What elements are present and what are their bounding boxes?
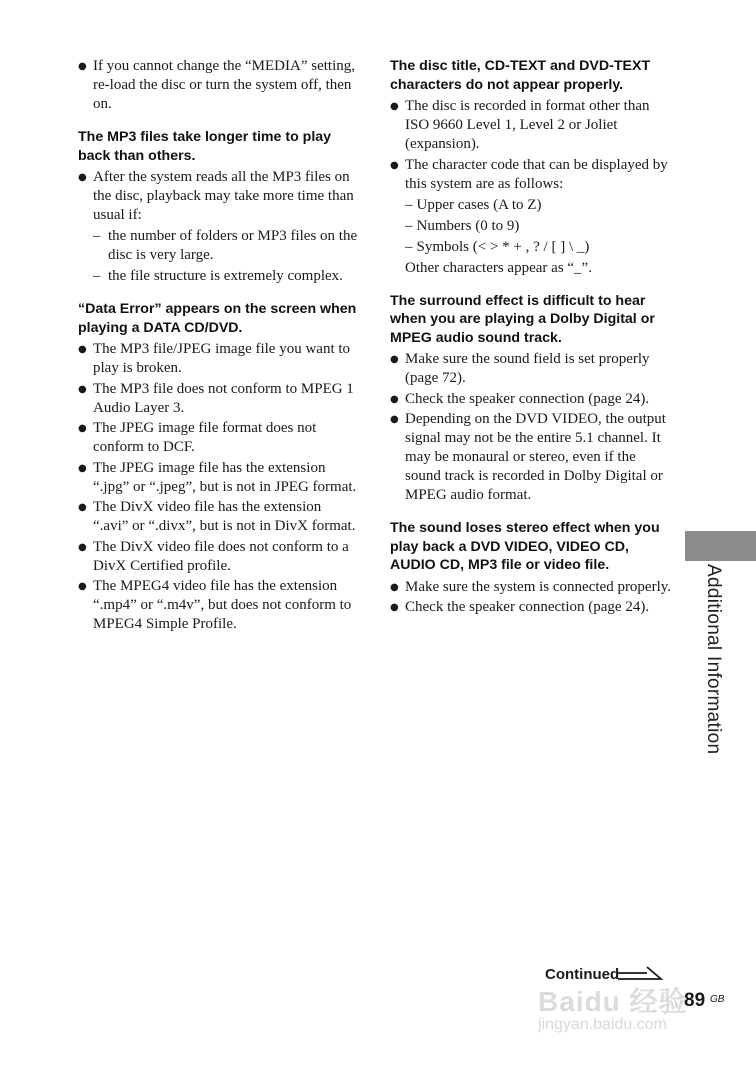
watermark-url: jingyan.baidu.com [538, 1016, 667, 1033]
list-item: ● Check the speaker connection (page 24). [390, 598, 672, 617]
list-item-text: After the system reads all the MP3 files on the disc, playback may take more time than usual if: [93, 169, 354, 223]
data-error-section [78, 300, 360, 634]
section-heading: The surround effect is difficult to hear when you are playing a Dolby Digital or MPEG audio sound track. [390, 292, 655, 346]
side-tab [685, 531, 756, 561]
page-suffix: GB [710, 994, 725, 1005]
list-item-text: The character code that can be displayed by this system are as follows: [405, 156, 668, 192]
other-characters-note: Other characters appear as “_”. [405, 259, 592, 276]
bullet-list [78, 340, 360, 634]
page-number: 89 [684, 990, 706, 1011]
list-item: ● Check the speaker connection (page 24). [390, 390, 672, 409]
code-text: Symbols (< > * + , ? / [ ] \ _) [416, 238, 590, 255]
list-item [390, 156, 672, 278]
code-text: Upper cases (A to Z) [416, 196, 542, 213]
mp3-slow-section [78, 128, 360, 286]
dash-glyph: – [405, 196, 413, 213]
bullet-list [78, 168, 360, 286]
list-item: ● Make sure the sound field is set properly (page 72). [390, 350, 672, 388]
sub-item [405, 196, 672, 215]
surround-section [390, 292, 672, 506]
bullet-list [390, 350, 672, 505]
dash-glyph: – [405, 238, 413, 255]
sub-item [405, 217, 672, 236]
disc-title-section [390, 57, 672, 278]
dash-glyph: – [405, 217, 413, 234]
bullet-list [390, 97, 672, 278]
code-list [405, 196, 672, 257]
section-heading: The MP3 files take longer time to play back than others. [78, 129, 332, 164]
list-item [78, 168, 360, 286]
list-item: ● The JPEG image file format does not conform to DCF. [78, 419, 360, 457]
list-item: ● If you cannot change the “MEDIA” setting, re-load the disc or turn the system off, then on. [78, 57, 360, 114]
list-item: ● The MP3 file does not conform to MPEG 1 Audio Layer 3. [78, 380, 360, 418]
list-item: ● The JPEG image file has the extension “.jpg” or “.jpeg”, but is not in JPEG format. [78, 459, 360, 497]
code-text: Numbers (0 to 9) [416, 217, 520, 234]
section-heading: The disc title, CD-TEXT and DVD-TEXT characters do not appear properly. [390, 58, 651, 93]
list-item: ● The MPEG4 video file has the extension “.mp4” or “.m4v”, but does not conform to MPEG4 Simple Profile. [78, 577, 360, 634]
section-heading: “Data Error” appears on the screen when playing a DATA CD/DVD. [78, 301, 357, 336]
list-item: ● The DivX video file does not conform to a DivX Certified profile. [78, 538, 360, 576]
sub-list [93, 227, 360, 286]
sub-item: – the file structure is extremely complex. [93, 267, 360, 286]
continued-label: Continued [545, 966, 620, 983]
list-item: ● The disc is recorded in format other than ISO 9660 Level 1, Level 2 or Joliet (expansion). [390, 97, 672, 154]
stereo-section [390, 519, 672, 617]
side-tab-label: Additional Information [703, 564, 724, 755]
right-column [390, 57, 672, 631]
bullet-list [390, 578, 672, 618]
sub-item: – the number of folders or MP3 files on the disc is very large. [93, 227, 360, 265]
intro-bullets [78, 57, 360, 114]
sub-item [405, 238, 672, 257]
left-column [78, 57, 360, 648]
section-heading: The sound loses stereo effect when you play back a DVD VIDEO, VIDEO CD, AUDIO CD, MP3 file or video file. [390, 520, 660, 573]
list-item: ● The MP3 file/JPEG image file you want to play is broken. [78, 340, 360, 378]
list-item: ● Depending on the DVD VIDEO, the output signal may not be the entire 5.1 channel. It may be monaural or stereo, even if the sound track is recorded in Dolby Digital or MPEG audio format. [390, 410, 672, 505]
intro-section [78, 57, 360, 114]
watermark-logo: Baidu 经验 [538, 986, 688, 1017]
list-item: ● The DivX video file has the extension “.avi” or “.divx”, but is not in DivX format. [78, 498, 360, 536]
list-item: ● Make sure the system is connected properly. [390, 578, 672, 597]
